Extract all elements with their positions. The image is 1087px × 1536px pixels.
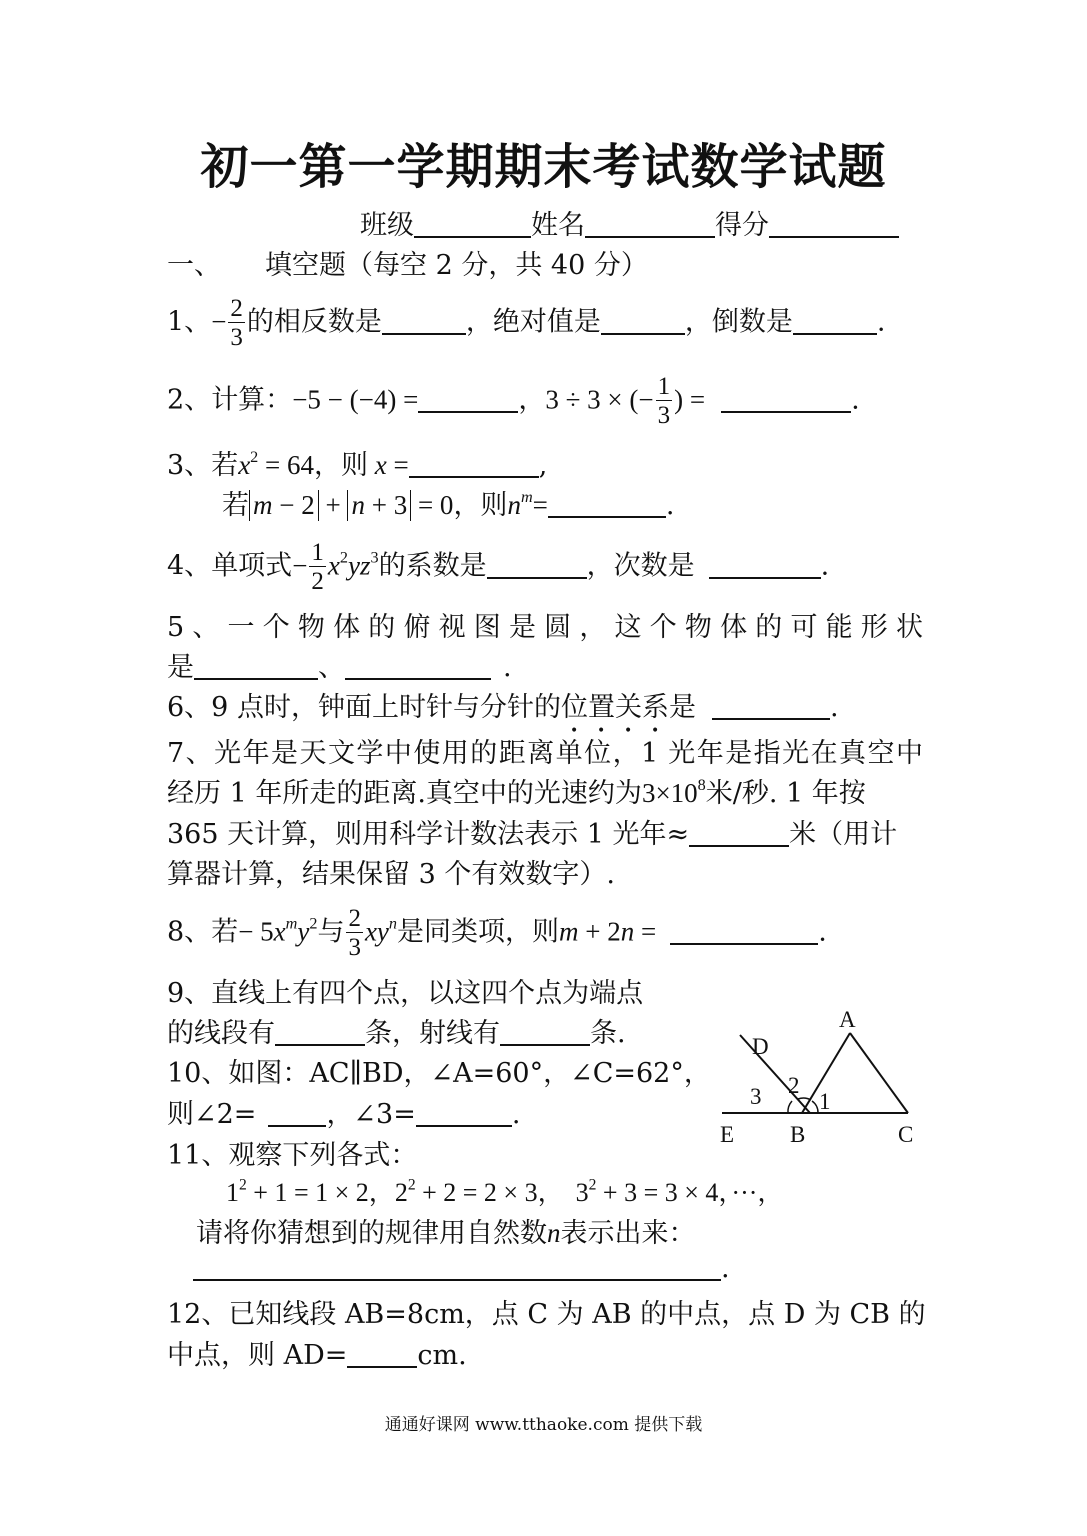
q1-text-3: ，倒数是 [684,306,793,338]
question-3-line-1 [167,443,547,482]
label-angle-1: 1 [819,1089,831,1114]
q6-emphasized: 位置关系 [560,692,669,723]
geometry-figure [712,1005,932,1155]
question-9-line-1: 9、直线上有四个点，以这四个点为端点 [167,978,644,1009]
q3-m2-exp: m [520,487,533,506]
q2-frac-num: 1 [657,373,671,400]
q3-ruo-2: 若 [222,490,249,521]
q1-frac-num: 2 [230,295,243,322]
section-heading [167,243,648,282]
q3-n: n [351,490,365,520]
label-e: E [720,1122,735,1147]
q4-fraction [309,540,326,594]
q11-ellipsis: ，···， [718,1178,784,1207]
q3-n2: n [507,490,521,520]
q8-ruo: 若 [211,916,239,948]
q9-text-a: 的线段有 [167,1018,275,1049]
q11-sep-1: ， [368,1178,395,1207]
q3-end: . [665,490,675,521]
q3-abs-2 [347,490,411,521]
q2-blank-1[interactable] [418,385,518,413]
q10-blank-1[interactable] [268,1099,326,1127]
q4-text-2: ，次数是 [586,550,695,582]
q4-frac-num: 1 [311,539,324,566]
q11-f3-base: 3 [575,1178,589,1207]
question-4 [167,540,829,594]
q6-text-a: 6、9 点时，钟面上时针与分针的 [167,692,561,723]
q3-number: 3、 [167,450,212,481]
q6-text-b: 是 [668,692,696,723]
q11-n: n [547,1218,561,1248]
question-2 [167,374,860,428]
class-label: 班级 [360,210,414,241]
q1-blank-1[interactable] [382,307,466,335]
q4-yz: yz [348,550,371,581]
question-12-line-1: 12、已知线段 AB=8cm，点 C 为 AB 的中点，点 D 为 CB 的 [167,1299,926,1330]
q3-abs-1 [249,490,319,521]
q4-frac-den: 2 [311,568,324,595]
question-8 [167,906,827,960]
q4-sign: − [292,550,308,581]
q3-blank-2[interactable] [548,490,666,518]
question-3-line-2 [222,483,674,522]
page-title: 初一第一学期期末考试数学试题 [200,139,887,195]
q4-x: x [327,550,340,581]
section-number: 一、 [167,250,221,281]
q8-number: 8、 [167,916,212,948]
question-7-line-2 [167,771,866,810]
q11-f2-base: 2 [394,1178,408,1207]
q6-end: . [829,692,839,723]
question-7-line-1: 7、光年是天文学中使用的距离单位，1 光年是指光在真空中 [167,738,923,769]
q8-text: 是同类项，则 [397,916,559,948]
q2-end: . [851,384,860,416]
q8-x: x [273,916,286,947]
segment-ac [850,1033,908,1113]
q1-text-1: 的相反数是 [246,306,382,338]
q8-plus2: + 2 [578,916,621,947]
question-12-line-2 [167,1333,467,1372]
angle-2-arc [798,1098,811,1100]
q8-m: m [559,916,579,947]
q8-eq: = [634,916,657,947]
angle-3-arc [788,1101,792,1113]
q1-frac-den: 3 [230,324,243,351]
q11-f1-base: 1 [226,1178,239,1207]
q4-label: 单项式 [211,550,293,582]
label-b: B [790,1122,806,1147]
q11-f1-rest: + 1 = 1 × 2 [246,1178,369,1207]
q7-line-3a: 365 天计算，则用科学计数法表示 1 光年≈ [167,819,690,850]
q4-exp-2: 2 [339,548,348,567]
q8-exp-m: m [285,914,298,933]
q11-blank[interactable] [193,1253,721,1281]
q3-plus: + [318,490,348,520]
q8-n: n [620,916,635,947]
question-1 [167,296,886,350]
q1-sign: − [211,306,227,337]
q2-label: 计算： [211,384,293,416]
q9-text-b: 条，射线有 [365,1018,500,1049]
label-c: C [898,1122,914,1147]
class-blank[interactable] [414,210,531,238]
q12-text-a: 中点，则 AD= [167,1340,348,1371]
q5-shi: 是 [167,652,194,683]
q4-blank-1[interactable] [487,551,587,579]
q9-blank-2[interactable] [500,1018,590,1046]
q2-number: 2、 [167,384,212,416]
question-11-answer-line [193,1253,730,1284]
q7-line-2a: 经历 1 年所走的距离.真空中的光速约为 [167,778,642,809]
question-10-line-2 [167,1092,520,1131]
q10-end: . [511,1099,521,1130]
q3-plus3: + 3 [364,490,408,520]
q4-blank-2[interactable] [709,551,821,579]
name-label: 姓名 [531,210,585,241]
question-10-line-1: 10、如图：AC∥BD，∠A=60°，∠C=62°， [167,1058,711,1089]
q8-blank[interactable] [670,917,818,945]
footer-source: 通通好课网 www.tthaoke.com 提供下载 [384,1415,703,1435]
q3-eq: = [386,450,409,480]
q1-blank-2[interactable] [601,307,685,335]
q10-blank-2[interactable] [416,1099,512,1127]
q11-f2-rest: + 2 = 2 × 3 [415,1178,538,1207]
q7-line-2c: 米/秒. 1 年按 [705,778,866,809]
q3-eq2: = [532,490,548,520]
q6-blank[interactable] [712,692,830,720]
q9-blank-1[interactable] [275,1018,365,1046]
q3-ruo: 若 [211,450,239,481]
q1-blank-3[interactable] [793,307,877,335]
q5-end: . [503,652,512,683]
q3-eq64: = 64 [258,450,314,480]
q8-yu: 与 [317,916,345,948]
q11-end: . [721,1253,730,1284]
q10-text-b: ，∠3= [326,1099,416,1130]
q11-f3-exp: 2 [588,1176,597,1194]
q7-line-3b: 米（用计 [789,819,898,850]
q1-end: . [876,306,886,338]
q2-blank-2[interactable] [721,385,851,413]
student-info-line [360,203,899,242]
label-angle-3: 3 [750,1084,762,1109]
q8-xy: xy [364,916,389,947]
q7-blank[interactable] [689,819,789,847]
q5-sep: 、 [318,652,345,683]
q11-f2-exp: 2 [407,1176,416,1194]
q8-coef: − 5 [238,916,274,947]
name-blank[interactable] [585,210,715,238]
question-7-line-4: 算器计算，结果保留 3 个有效数字）. [167,859,615,890]
q8-exp-2: 2 [309,914,318,933]
q3-eq0: = 0 [411,490,454,520]
section-title: 填空题（每空 2 分，共 40 分） [265,250,648,281]
q3-x2: x [368,450,387,480]
q8-fraction [346,906,363,960]
q5-blank-2[interactable] [345,652,491,680]
q2-sep: ， [518,384,546,416]
question-11-line-1: 11、观察下列各式： [167,1140,418,1171]
question-5-line-2 [167,645,512,684]
q2-fraction [656,374,673,428]
q1-fraction [228,296,245,350]
question-7-line-3 [167,812,897,851]
q9-text-c: 条. [590,1018,626,1049]
q4-text-1: 的系数是 [378,550,487,582]
q8-frac-den: 3 [348,934,361,961]
q11-text-a: 请将你猜想到的规律用自然数 [196,1218,547,1249]
q3-comma: , [538,450,548,481]
q3-m: m [253,490,273,520]
q4-end: . [820,550,830,582]
q11-text-b: 表示出来： [560,1218,696,1249]
label-d: D [752,1034,769,1059]
label-angle-2: 2 [788,1073,800,1098]
q11-sep-2: ， [537,1178,564,1207]
q2-expr-2a: 3 ÷ 3 × (− [545,384,654,415]
question-5-line-1: 5、一个物体的俯视图是圆，这个物体的可能形状 [167,612,923,643]
q8-frac-num: 2 [348,905,361,932]
q11-f1-exp: 2 [239,1176,247,1194]
q3-ze: ，则 [314,450,368,481]
q12-text-b: cm. [417,1340,467,1371]
q11-f3-rest: + 3 = 3 × 4 [596,1178,719,1207]
q2-expr-1: −5 − (−4) = [292,384,419,415]
q8-exp-n: n [388,914,397,933]
q3-minus2: − 2 [272,490,315,520]
q5-blank-1[interactable] [194,652,318,680]
q8-end: . [818,916,827,948]
q2-frac-den: 3 [657,402,671,429]
question-9-line-2 [167,1011,626,1050]
q4-exp-3: 3 [370,548,379,567]
q8-y: y [297,916,310,947]
q3-ze-2: ，则 [453,490,508,521]
question-11-line-3 [196,1211,696,1250]
q2-expr-2b: ) = [674,384,706,415]
q7-exp: 8 [697,775,706,794]
q10-text-a: 则∠2= [167,1099,257,1130]
q3-x: x [238,450,251,480]
score-label: 得分 [715,210,769,241]
q4-number: 4、 [167,550,212,582]
question-11-formulas [226,1172,783,1209]
score-blank[interactable] [769,210,899,238]
q1-text-2: ，绝对值是 [465,306,601,338]
q3-blank-1[interactable] [409,450,539,478]
q7-line-2b: 3×10 [641,778,698,808]
q12-blank[interactable] [347,1340,417,1368]
label-a: A [839,1007,856,1032]
q3-exp: 2 [250,447,259,466]
angle-1-arc [812,1101,818,1113]
q1-number: 1、 [167,306,212,338]
